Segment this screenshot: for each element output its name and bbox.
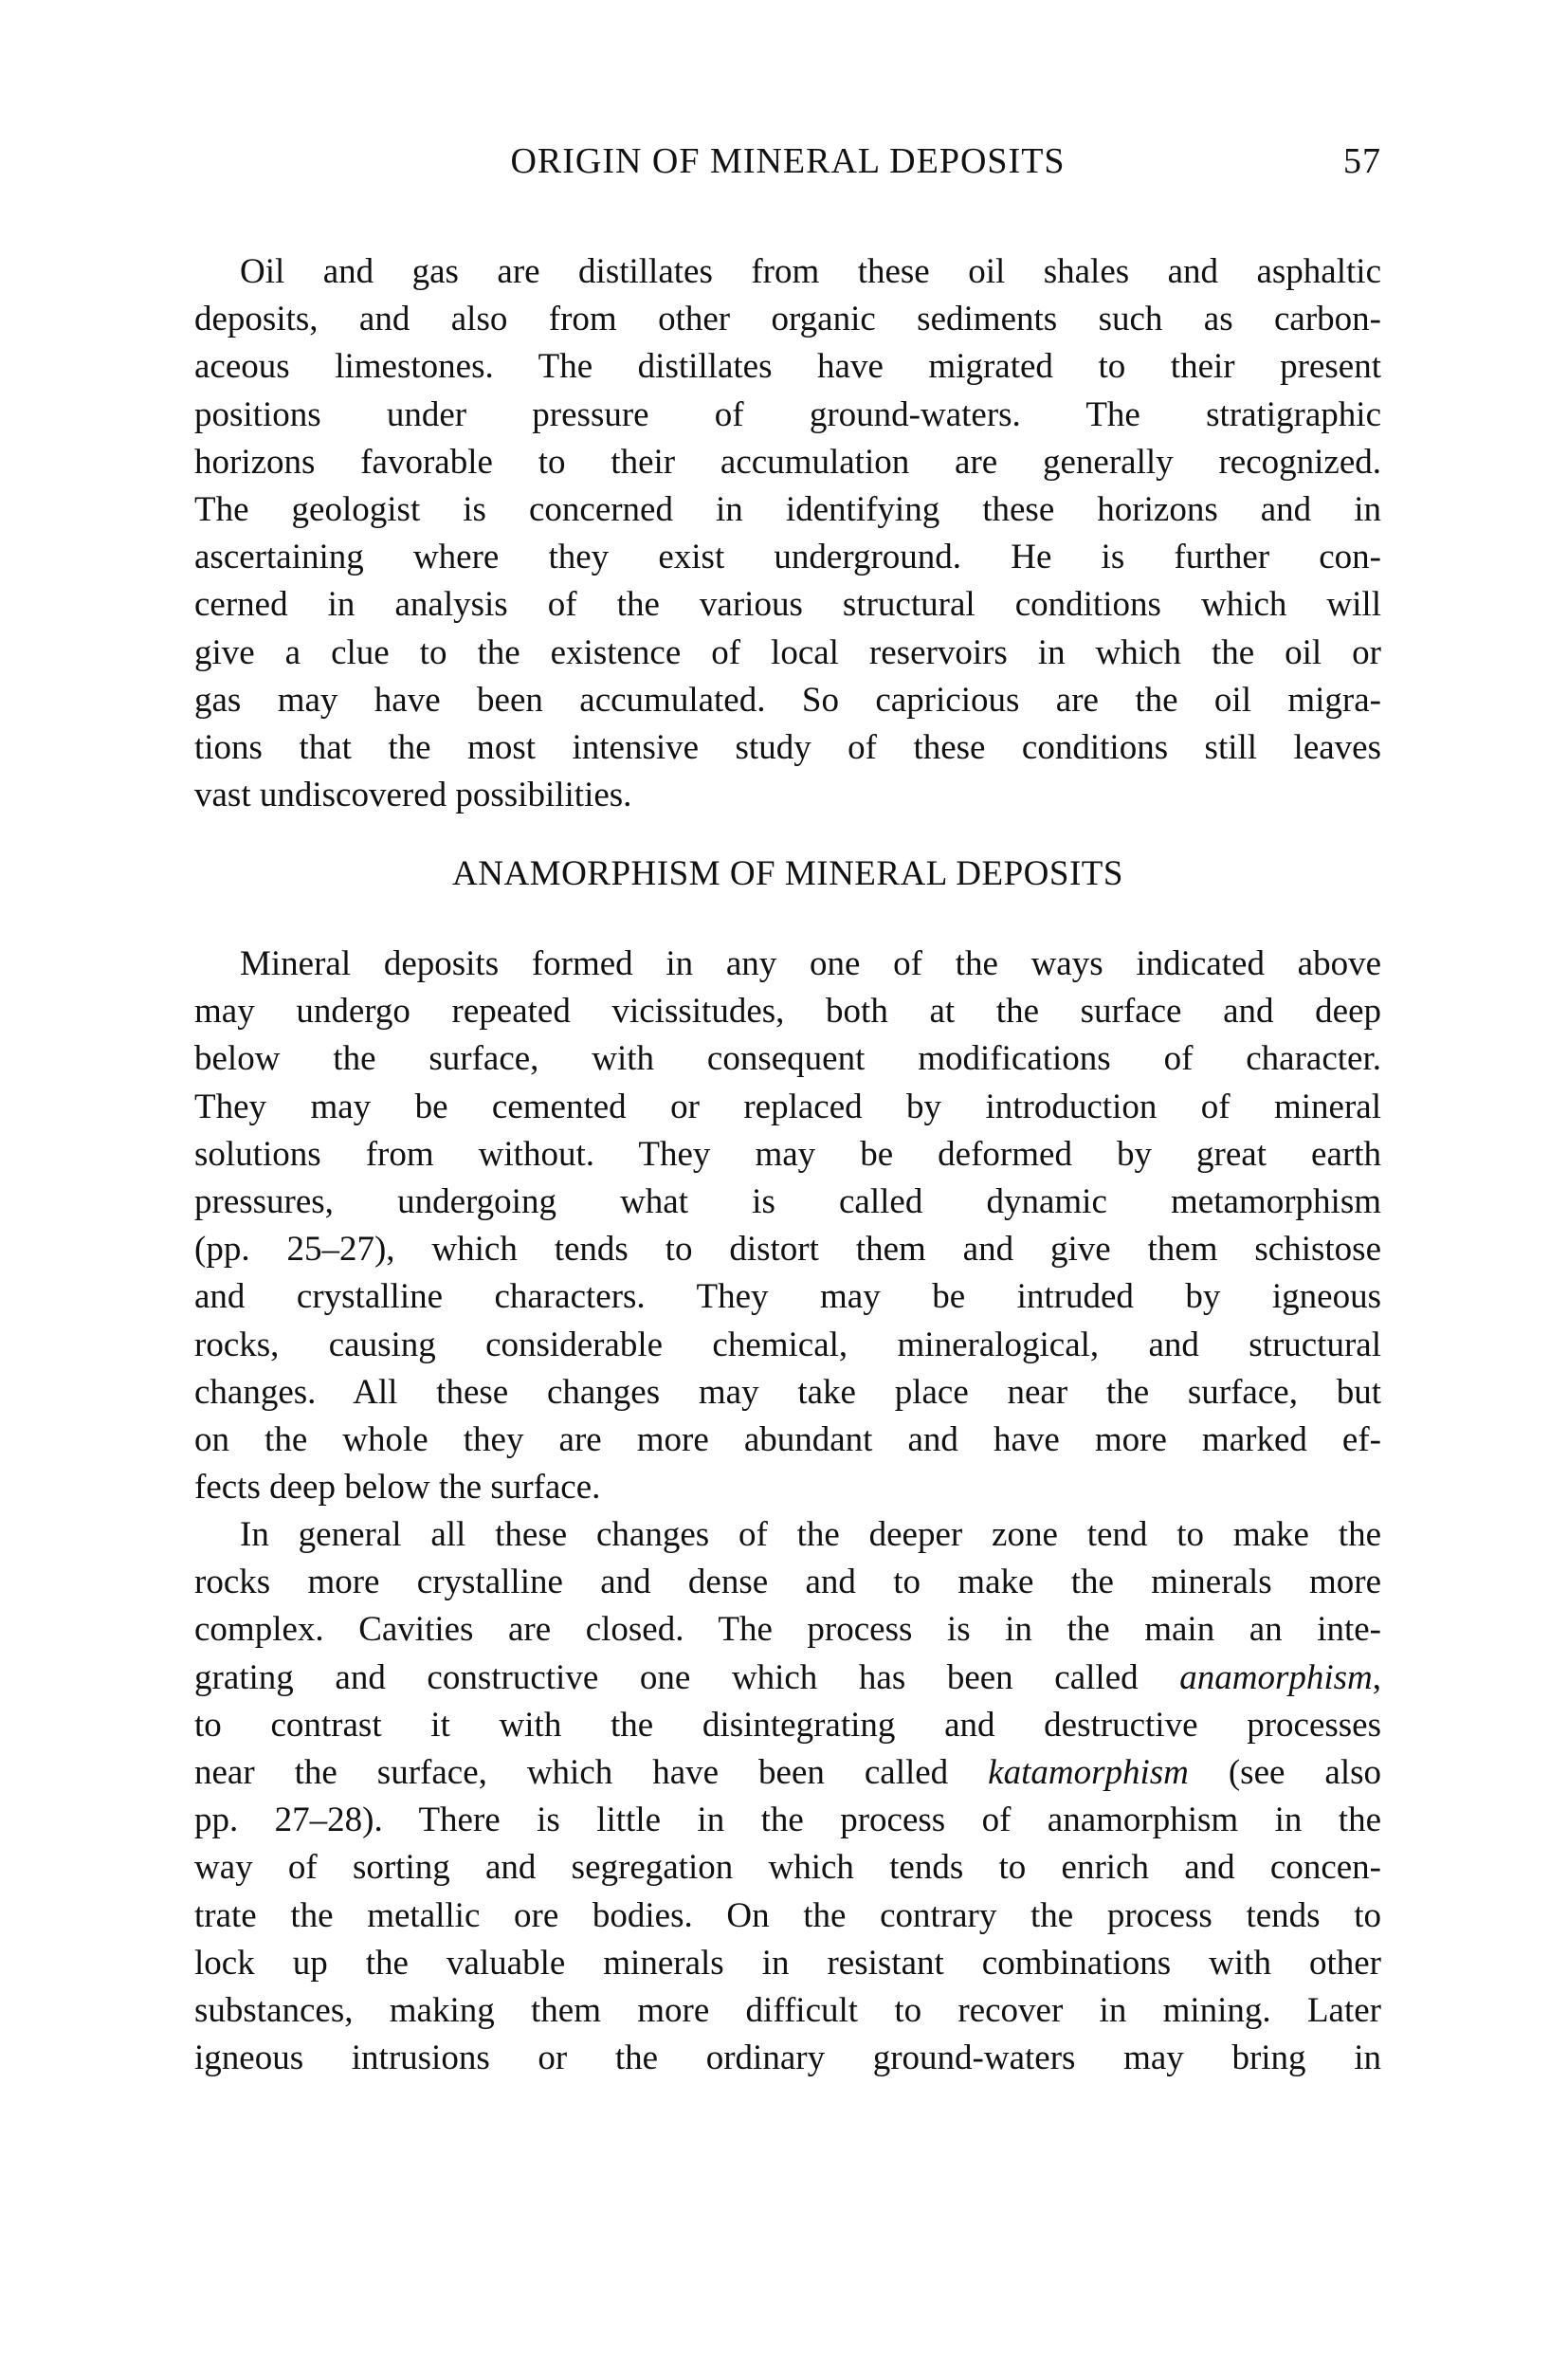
text-line: substances, making them more difficult to recover in mining. Later (194, 1990, 1381, 2030)
text-line: igneous intrusions or the ordinary ground-waters may bring in (194, 2039, 1381, 2078)
italic-term-katamorphism: katamorphism (988, 1752, 1189, 1792)
running-title: ORIGIN OF MINERAL DEPOSITS (510, 141, 1066, 181)
text-line: cerned in analysis of the various structural conditions which will (194, 585, 1381, 625)
text-line: deposits, and also from other organic sediments such as carbon- (194, 300, 1381, 339)
paragraph-deeper-zone (194, 1511, 1381, 2082)
text-run: grating and constructive one which has been called (194, 1657, 1180, 1697)
text-line: changes. All these changes may take place near the surface, but (194, 1372, 1381, 1412)
text-line: complex. Cavities are closed. The process is in the main an inte- (194, 1610, 1381, 1650)
text-line: fects deep below the surface. (194, 1468, 601, 1508)
text-run: , (1372, 1657, 1381, 1697)
text-line (194, 1655, 1381, 1702)
paragraph-oil-and-gas (194, 248, 1381, 819)
text-line: The geologist is concerned in identifying these horizons and in (194, 489, 1381, 529)
text-line: rocks, causing considerable chemical, mineralogical, and structural (194, 1325, 1381, 1364)
text-line: pp. 27–28). There is little in the process of anamorphism in the (194, 1801, 1381, 1840)
text-line: on the whole they are more abundant and have more marked ef- (194, 1419, 1381, 1459)
text-line: way of sorting and segregation which tends to enrich and concen- (194, 1848, 1381, 1888)
text-line: ascertaining where they exist underground. He is further con- (194, 538, 1381, 577)
text-run: near the surface, which have been called (194, 1752, 989, 1792)
text-line: and crystalline characters. They may be intruded by igneous (194, 1277, 1381, 1317)
text-run: (see also (1188, 1752, 1381, 1792)
text-line: gas may have been accumulated. So capricious are the oil migra- (194, 680, 1381, 720)
running-head (194, 140, 1381, 188)
text-line: rocks more crystalline and dense and to make the minerals more (194, 1563, 1381, 1602)
text-line (194, 1749, 1381, 1797)
text-line: aceous limestones. The distillates have migrated to their present (194, 347, 1381, 387)
text-line: They may be cemented or replaced by introduction of mineral (194, 1087, 1381, 1126)
text-line: positions under pressure of ground-waters. The stratigraphic (194, 394, 1381, 434)
text-line: Mineral deposits formed in any one of the ways indicated above (240, 944, 1381, 983)
page-number: 57 (1343, 141, 1381, 181)
italic-term-anamorphism: anamorphism (1179, 1657, 1373, 1697)
text-line: give a clue to the existence of local reservoirs in which the oil or (194, 632, 1381, 672)
text-line: pressures, undergoing what is called dynamic metamorphism (194, 1181, 1381, 1221)
text-line: may undergo repeated vicissitudes, both at the surface and deep (194, 992, 1381, 1032)
text-line: horizons favorable to their accumulation are generally recognized. (194, 442, 1381, 482)
text-line: solutions from without. They may be deformed by great earth (194, 1134, 1381, 1174)
text-line: Oil and gas are distillates from these oil shales and asphaltic (240, 252, 1381, 291)
text-line: trate the metallic ore bodies. On the contrary the process tends to (194, 1895, 1381, 1935)
section-heading: ANAMORPHISM OF MINERAL DEPOSITS (452, 854, 1123, 893)
paragraph-mineral-deposits (194, 941, 1381, 1511)
text-line: below the surface, with consequent modifications of character. (194, 1039, 1381, 1079)
text-line: tions that the most intensive study of these conditions still leaves (194, 727, 1381, 767)
text-line: (pp. 25–27), which tends to distort them and give them schistose (194, 1230, 1381, 1270)
text-line: vast undiscovered possibilities. (194, 776, 632, 815)
text-line: In general all these changes of the deeper zone tend to make the (240, 1515, 1381, 1554)
text-line: lock up the valuable minerals in resistant combinations with other (194, 1943, 1381, 1983)
text-line: to contrast it with the disintegrating and destructive processes (194, 1705, 1381, 1745)
